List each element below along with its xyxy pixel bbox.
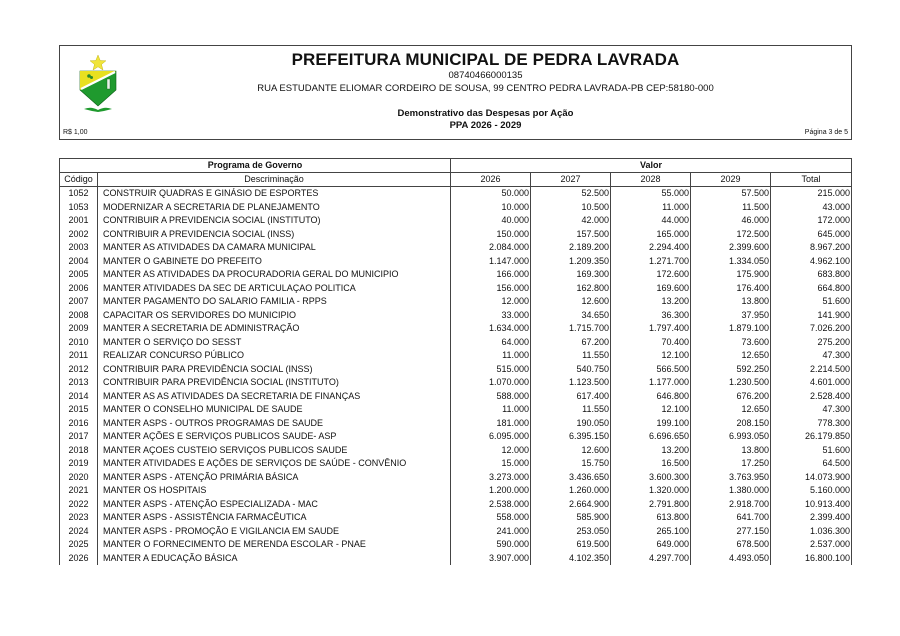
row-value-2027: 11.550 [531,403,611,417]
row-value-2028: 70.400 [611,336,691,350]
row-value-2027: 253.050 [531,525,611,539]
column-header-description: Descriminação [98,173,451,187]
row-value-2028: 44.000 [611,214,691,228]
row-description: MANTER ATIVIDADES DA SEC DE ARTICULAÇAO POLITICA [98,282,451,296]
row-code: 2011 [60,349,98,363]
column-header-2029: 2029 [691,173,771,187]
row-description: MANTER ASPS - ASSISTÊNCIA FARMACÊUTICA [98,511,451,525]
row-value-2029: 2.399.600 [691,241,771,255]
row-value-2028: 12.100 [611,349,691,363]
row-value-2027: 1.209.350 [531,255,611,269]
row-value-2027: 169.300 [531,268,611,282]
row-value-2027: 3.436.650 [531,471,611,485]
row-value-2026: 15.000 [451,457,531,471]
row-value-2029: 12.650 [691,403,771,417]
row-value-2028: 36.300 [611,309,691,323]
row-value-2026: 10.000 [451,201,531,215]
row-value-2027: 619.500 [531,538,611,552]
row-value-2026: 1.200.000 [451,484,531,498]
table-row [60,295,852,309]
table-row [60,336,852,350]
row-value-2026: 2.538.000 [451,498,531,512]
row-value-total: 5.160.000 [771,484,852,498]
row-value-2027: 1.260.000 [531,484,611,498]
table-row [60,363,852,377]
row-value-2027: 190.050 [531,417,611,431]
row-description: MANTER A EDUCAÇÃO BÁSICA [98,552,451,566]
row-value-2029: 1.380.000 [691,484,771,498]
row-description: CONTRIBUIR PARA PREVIDÊNCIA SOCIAL (INSS) [98,363,451,377]
row-code: 2018 [60,444,98,458]
row-code: 1052 [60,187,98,201]
row-value-total: 778.300 [771,417,852,431]
row-value-2029: 12.650 [691,349,771,363]
row-value-2028: 1.271.700 [611,255,691,269]
row-value-2028: 11.000 [611,201,691,215]
program-group-header: Programa de Governo [60,159,451,173]
row-value-2028: 646.800 [611,390,691,404]
row-value-2026: 33.000 [451,309,531,323]
row-value-2026: 3.273.000 [451,471,531,485]
table-row [60,417,852,431]
row-description: MANTER ASPS - PROMOÇÃO E VIGILANCIA EM SAUDE [98,525,451,539]
row-value-2028: 613.800 [611,511,691,525]
row-value-2028: 13.200 [611,444,691,458]
row-value-2027: 1.715.700 [531,322,611,336]
row-value-2027: 540.750 [531,363,611,377]
row-value-2029: 1.334.050 [691,255,771,269]
row-value-2026: 12.000 [451,444,531,458]
row-value-2028: 265.100 [611,525,691,539]
row-code: 2001 [60,214,98,228]
row-value-2026: 64.000 [451,336,531,350]
row-description: MANTER AÇÕES E SERVIÇOS PUBLICOS SAUDE- ASP [98,430,451,444]
row-value-2027: 12.600 [531,444,611,458]
row-value-total: 8.967.200 [771,241,852,255]
row-value-total: 645.000 [771,228,852,242]
row-code: 2020 [60,471,98,485]
report-title: Demonstrativo das Despesas por Ação [397,108,574,119]
table-row [60,390,852,404]
row-value-total: 664.800 [771,282,852,296]
row-value-2026: 1.070.000 [451,376,531,390]
row-value-total: 26.179.850 [771,430,852,444]
row-value-2026: 11.000 [451,403,531,417]
row-description: MANTER AÇOES CUSTEIO SERVIÇOS PUBLICOS SAUDE [98,444,451,458]
row-value-2028: 6.696.650 [611,430,691,444]
row-code: 2022 [60,498,98,512]
table-row [60,228,852,242]
row-value-2027: 2.664.900 [531,498,611,512]
table-row [60,430,852,444]
row-value-total: 64.500 [771,457,852,471]
row-value-2029: 676.200 [691,390,771,404]
row-code: 2010 [60,336,98,350]
row-value-total: 16.800.100 [771,552,852,566]
table-row [60,484,852,498]
row-code: 2007 [60,295,98,309]
row-value-2029: 4.493.050 [691,552,771,566]
row-value-2026: 181.000 [451,417,531,431]
row-value-2027: 617.400 [531,390,611,404]
row-value-2026: 590.000 [451,538,531,552]
table-row [60,268,852,282]
row-value-2028: 169.600 [611,282,691,296]
row-value-2029: 3.763.950 [691,471,771,485]
row-value-2026: 1.634.000 [451,322,531,336]
row-value-2029: 175.900 [691,268,771,282]
row-description: MANTER O FORNECIMENTO DE MERENDA ESCOLAR - PNAE [98,538,451,552]
row-code: 2004 [60,255,98,269]
row-value-2027: 2.189.200 [531,241,611,255]
row-value-2028: 13.200 [611,295,691,309]
currency-unit: R$ 1,00 [63,129,88,136]
row-description: MANTER AS AS ATIVIDADES DA SECRETARIA DE FINANÇAS [98,390,451,404]
row-code: 2017 [60,430,98,444]
row-code: 2026 [60,552,98,566]
row-description: MANTER A SECRETARIA DE ADMINISTRAÇÃO [98,322,451,336]
row-value-2028: 1.320.000 [611,484,691,498]
row-value-2027: 162.800 [531,282,611,296]
row-value-2029: 208.150 [691,417,771,431]
row-description: CONSTRUIR QUADRAS E GINÁSIO DE ESPORTES [98,187,451,201]
row-value-2028: 165.000 [611,228,691,242]
column-header-2027: 2027 [531,173,611,187]
row-value-total: 51.600 [771,444,852,458]
row-value-2028: 1.177.000 [611,376,691,390]
row-value-2029: 37.950 [691,309,771,323]
report-header [59,45,852,140]
row-value-2026: 515.000 [451,363,531,377]
page-indicator: Página 3 de 5 [804,129,848,136]
row-value-total: 2.537.000 [771,538,852,552]
row-value-total: 275.200 [771,336,852,350]
row-code: 2015 [60,403,98,417]
row-description: MANTER O CONSELHO MUNICIPAL DE SAUDE [98,403,451,417]
row-value-total: 51.600 [771,295,852,309]
row-code: 2013 [60,376,98,390]
row-description: CAPACITAR OS SERVIDORES DO MUNICIPIO [98,309,451,323]
row-description: MANTER ASPS - OUTROS PROGRAMAS DE SAUDE [98,417,451,431]
group-header-row [60,159,852,173]
row-value-2029: 678.500 [691,538,771,552]
row-value-2026: 3.907.000 [451,552,531,566]
row-value-2026: 11.000 [451,349,531,363]
table-row [60,538,852,552]
table-row [60,309,852,323]
row-description: REALIZAR CONCURSO PÚBLICO [98,349,451,363]
row-description: MANTER OS HOSPITAIS [98,484,451,498]
row-value-2029: 13.800 [691,444,771,458]
table-row [60,241,852,255]
row-code: 2024 [60,525,98,539]
row-value-2029: 641.700 [691,511,771,525]
row-code: 2003 [60,241,98,255]
row-code: 2009 [60,322,98,336]
table-row [60,471,852,485]
row-value-2029: 277.150 [691,525,771,539]
row-value-2027: 67.200 [531,336,611,350]
municipality-title: PREFEITURA MUNICIPAL DE PEDRA LAVRADA [291,50,680,69]
row-code: 2014 [60,390,98,404]
row-value-2026: 6.095.000 [451,430,531,444]
row-value-2026: 40.000 [451,214,531,228]
row-code: 2012 [60,363,98,377]
row-value-2026: 50.000 [451,187,531,201]
report-period: PPA 2026 - 2029 [449,120,522,131]
row-description: MANTER O SERVIÇO DO SESST [98,336,451,350]
row-value-total: 2.214.500 [771,363,852,377]
row-value-2029: 2.918.700 [691,498,771,512]
table-row [60,552,852,566]
column-header-2028: 2028 [611,173,691,187]
table-row [60,457,852,471]
table-row [60,511,852,525]
column-header-total: Total [771,173,852,187]
row-value-total: 47.300 [771,403,852,417]
row-value-total: 7.026.200 [771,322,852,336]
row-value-2027: 1.123.500 [531,376,611,390]
row-description: MANTER PAGAMENTO DO SALARIO FAMILIA - RPPS [98,295,451,309]
row-value-total: 43.000 [771,201,852,215]
row-value-2028: 2.294.400 [611,241,691,255]
table-row [60,214,852,228]
row-value-2028: 172.600 [611,268,691,282]
table-row [60,255,852,269]
row-value-2026: 588.000 [451,390,531,404]
row-description: CONTRIBUIR PARA PREVIDÊNCIA SOCIAL (INSTITUTO) [98,376,451,390]
row-code: 2023 [60,511,98,525]
row-value-2026: 156.000 [451,282,531,296]
row-value-2028: 55.000 [611,187,691,201]
row-description: MODERNIZAR A SECRETARIA DE PLANEJAMENTO [98,201,451,215]
row-value-2029: 1.230.500 [691,376,771,390]
value-group-header: Valor [451,159,852,173]
row-value-2029: 172.500 [691,228,771,242]
row-value-2027: 12.600 [531,295,611,309]
row-value-2029: 46.000 [691,214,771,228]
row-value-2028: 1.797.400 [611,322,691,336]
row-description: CONTRIBUIR A PREVIDENCIA SOCIAL (INSS) [98,228,451,242]
row-value-2028: 16.500 [611,457,691,471]
row-code: 1053 [60,201,98,215]
row-code: 2016 [60,417,98,431]
table-row [60,525,852,539]
table-row [60,201,852,215]
row-value-2027: 4.102.350 [531,552,611,566]
row-value-2026: 558.000 [451,511,531,525]
row-value-2027: 15.750 [531,457,611,471]
row-value-total: 2.528.400 [771,390,852,404]
row-code: 2021 [60,484,98,498]
row-value-2026: 150.000 [451,228,531,242]
row-value-2029: 17.250 [691,457,771,471]
row-value-2029: 6.993.050 [691,430,771,444]
row-value-2027: 42.000 [531,214,611,228]
row-code: 2008 [60,309,98,323]
row-value-total: 4.962.100 [771,255,852,269]
row-value-2026: 2.084.000 [451,241,531,255]
table-row [60,187,852,201]
column-header-row [60,173,852,187]
row-value-2028: 566.500 [611,363,691,377]
row-value-2028: 649.000 [611,538,691,552]
row-value-total: 215.000 [771,187,852,201]
row-value-total: 2.399.400 [771,511,852,525]
row-value-2029: 57.500 [691,187,771,201]
row-description: CONTRIBUIR A PREVIDENCIA SOCIAL (INSTITUTO) [98,214,451,228]
expenses-table [59,158,852,565]
row-value-2026: 1.147.000 [451,255,531,269]
row-code: 2025 [60,538,98,552]
municipality-address: RUA ESTUDANTE ELIOMAR CORDEIRO DE SOUSA, 99 CENTRO PEDRA LAVRADA-PB CEP:58180-000 [257,83,714,94]
row-value-2028: 2.791.800 [611,498,691,512]
row-value-2028: 3.600.300 [611,471,691,485]
row-value-2026: 166.000 [451,268,531,282]
row-value-2029: 1.879.100 [691,322,771,336]
table-body [60,187,852,566]
row-code: 2002 [60,228,98,242]
row-value-total: 10.913.400 [771,498,852,512]
row-value-total: 4.601.000 [771,376,852,390]
row-description: MANTER AS ATIVIDADES DA PROCURADORIA GERAL DO MUNICIPIO [98,268,451,282]
row-description: MANTER O GABINETE DO PREFEITO [98,255,451,269]
table-row [60,498,852,512]
row-value-2028: 4.297.700 [611,552,691,566]
row-value-2026: 241.000 [451,525,531,539]
row-value-2027: 10.500 [531,201,611,215]
row-value-2027: 585.900 [531,511,611,525]
table-row [60,322,852,336]
table-row [60,403,852,417]
row-value-2029: 176.400 [691,282,771,296]
row-value-2029: 11.500 [691,201,771,215]
row-value-2027: 11.550 [531,349,611,363]
table-row [60,349,852,363]
row-value-2027: 157.500 [531,228,611,242]
column-header-2026: 2026 [451,173,531,187]
table-row [60,444,852,458]
row-value-total: 141.900 [771,309,852,323]
row-value-2027: 34.650 [531,309,611,323]
row-description: MANTER AS ATIVIDADES DA CAMARA MUNICIPAL [98,241,451,255]
row-value-2028: 12.100 [611,403,691,417]
row-value-2027: 52.500 [531,187,611,201]
row-description: MANTER ATIVIDADES E AÇÕES DE SERVIÇOS DE SAÚDE - CONVÊNIO [98,457,451,471]
row-value-total: 172.000 [771,214,852,228]
row-value-2028: 199.100 [611,417,691,431]
row-value-2029: 592.250 [691,363,771,377]
row-description: MANTER ASPS - ATENÇÃO PRIMÁRIA BÁSICA [98,471,451,485]
row-value-2029: 13.800 [691,295,771,309]
row-description: MANTER ASPS - ATENÇÃO ESPECIALIZADA - MAC [98,498,451,512]
row-value-total: 683.800 [771,268,852,282]
row-code: 2006 [60,282,98,296]
table-row [60,376,852,390]
table-row [60,282,852,296]
column-header-code: Código [60,173,98,187]
row-code: 2019 [60,457,98,471]
cnpj-number: 08740466000135 [448,70,523,81]
row-code: 2005 [60,268,98,282]
row-value-2029: 73.600 [691,336,771,350]
row-value-2027: 6.395.150 [531,430,611,444]
row-value-2026: 12.000 [451,295,531,309]
row-value-total: 14.073.900 [771,471,852,485]
row-value-total: 47.300 [771,349,852,363]
row-value-total: 1.036.300 [771,525,852,539]
